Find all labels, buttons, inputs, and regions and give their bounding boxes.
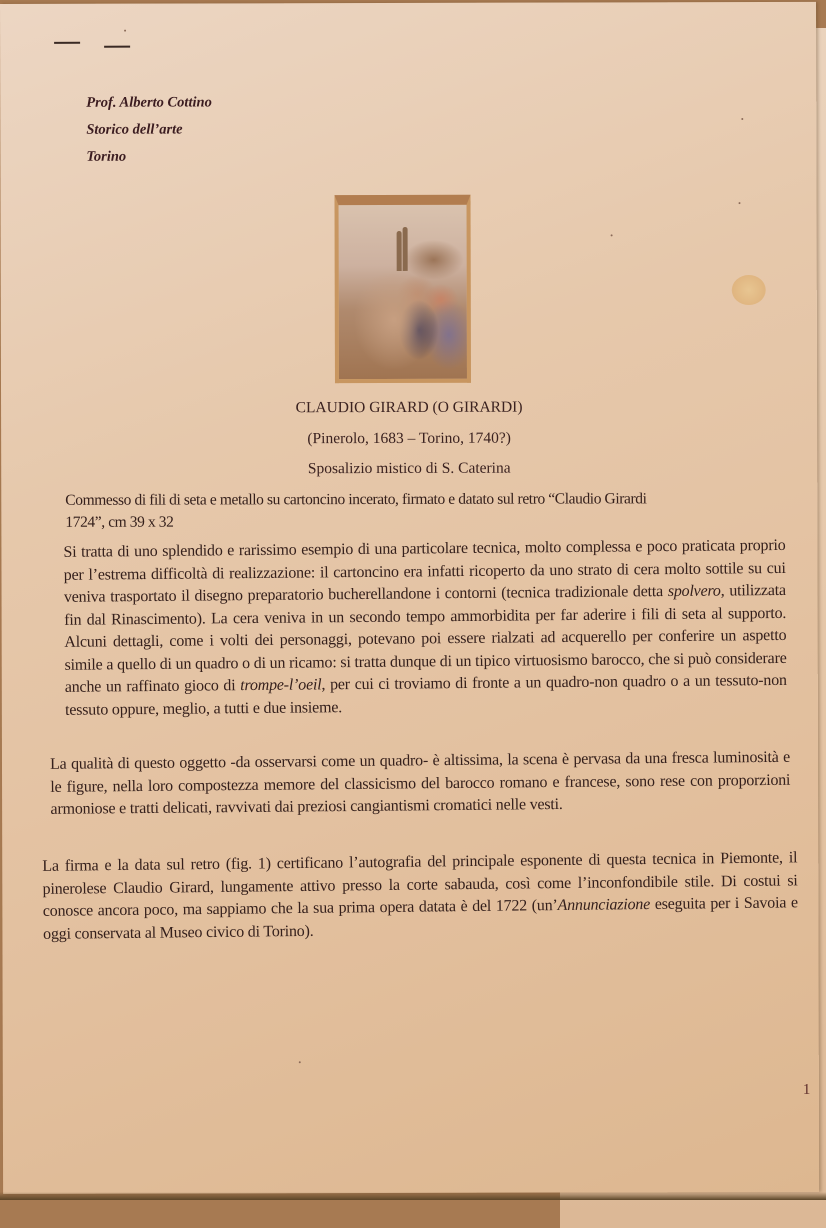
table-edge [0, 1192, 826, 1200]
paper-speck [299, 1061, 301, 1063]
pen-mark [104, 46, 130, 48]
author-city: Torino [86, 148, 127, 165]
tree-shape [403, 227, 408, 271]
text-span: , utilizzata fin dal Rinascimento). La cera veniva in un secondo tempo ammorbidita per far aderire i fili di seta al supporto. Alcuni dettagli, come i volti dei personaggi, potevano poi essere rialzati ad acquerello per conferire un aspetto simile a quello di un quadro o di un ricamo: si tratta dunque di un tipico virtuosismo barocco, che si può considerare anche un raffinato gioco di [64, 581, 787, 696]
caption-line-2: 1724”, cm 39 x 32 [65, 513, 174, 531]
pen-mark [54, 42, 80, 44]
author-role: Storico dell’arte [86, 121, 183, 138]
letterhead [86, 89, 212, 170]
artist-heading: CLAUDIO GIRARD (O GIRARDI) [295, 398, 523, 417]
text-span: , per cui ci troviamo di fronte a un quadro-non quadro o a un tessuto-non tessuto oppure, meglio, a tutti e due insieme. [64, 671, 787, 719]
technical-caption [65, 488, 785, 534]
paragraph-technique [63, 535, 787, 722]
work-title: Sposalizio mistico di S. Caterina [307, 459, 511, 478]
artwork-image [335, 195, 471, 383]
paragraph-attribution [42, 847, 798, 946]
text-span: La firma e la data sul retro (fig. 1) certificano l’autografia del principale esponente di questa tecnica in Piemonte, il pinerolese Claudio Girard, lungamente attivo presso la corte sabauda, così come l’inconfondibile stile. Di costui si conosce ancora poco, ma sappiamo che la sua prima opera datata è del 1722 (un’ [42, 849, 798, 920]
text-span: Si tratta di uno splendido e rarissimo esempio di una particolare tecnica, molto complessa e poco praticata proprio per l’estrema difficoltà di realizzazione: il cartoncino era infatti ricoperto da uno strato di cera molto sottile su cui veniva trasportato il disegno preparatorio bucherellandone i contorni (tecnica tradizionale detta [63, 536, 786, 606]
paper-speck [741, 118, 743, 120]
paper-speck [124, 30, 126, 32]
paper-speck [739, 202, 741, 204]
caption-line-1: Commesso di fili di seta e metallo su cartoncino incerato, firmato e datato sul retro “Claudio Girardi [65, 490, 647, 509]
italic-term: Annunciazione [557, 896, 651, 915]
paper-stain [732, 275, 766, 305]
artist-dates: (Pinerolo, 1683 – Torino, 1740?) [307, 429, 511, 448]
paragraph-quality [50, 747, 791, 822]
artwork-picture [335, 195, 471, 383]
italic-term: trompe-l’oeil [240, 676, 322, 695]
text-span: La qualità di questo oggetto -da osservarsi come un quadro- è altissima, la scena è pervasa da una fresca luminosità e le figure, nella loro compostezza memore del classicismo del barocco romano e francese, sono rese con proporzioni armoniose e tratti delicati, ravvivati dai preziosi cangiantismi cromatici nelle vesti. [49, 748, 791, 818]
document-page [0, 2, 819, 1194]
italic-term: spolvero [667, 582, 721, 601]
tree-shape [397, 231, 402, 271]
author-name: Prof. Alberto Cottino [86, 94, 212, 111]
page-number: 1 [802, 1081, 811, 1098]
paper-speck [611, 234, 613, 236]
text-span: eseguita per i Savoia e oggi conservata al Museo civico di Torino). [43, 894, 798, 943]
